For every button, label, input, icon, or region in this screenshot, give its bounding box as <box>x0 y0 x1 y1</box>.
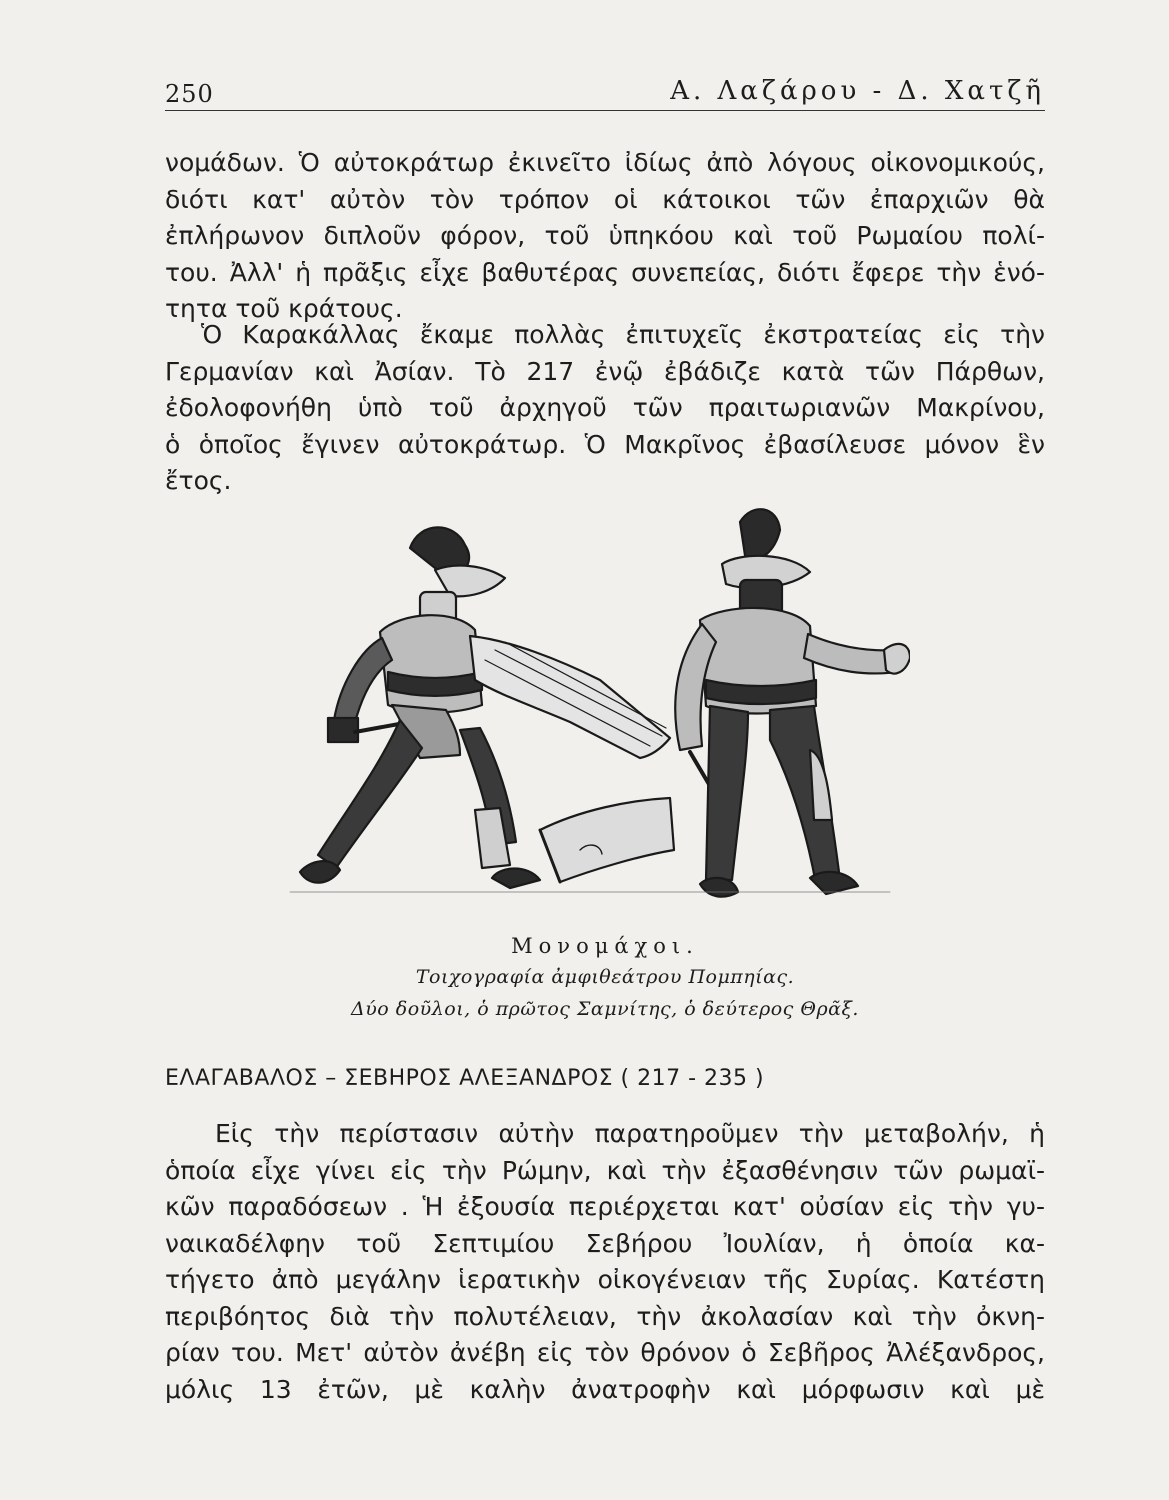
paragraph-3 <box>165 1116 1045 1408</box>
text-line: διότι κατ' αὐτὸν τὸν τρόπον οἱ κάτοικοι τῶν ἐπαρχιῶν θὰ <box>165 184 1045 214</box>
text-line: Γερμανίαν καὶ Ἀσίαν. Τὸ 217 ἐνῷ ἐβάδιζε κατὰ τῶν Πάρθων, <box>165 356 1045 386</box>
text-line: μόλις 13 ἐτῶν, μὲ καλὴν ἀνατροφὴν καὶ μόρφωσιν καὶ μὲ <box>165 1374 1045 1404</box>
section-heading: ΕΛΑΓΑΒΑΛΟΣ – ΣΕΒΗΡΟΣ ΑΛΕΞΑΝΔΡΟΣ ( 217 - 235 ) <box>165 1066 765 1091</box>
figure-caption-line-1: Τοιχογραφία ἀμφιθεάτρου Πομπηίας. <box>415 966 795 988</box>
text-line: ἐπλήρωνον διπλοῦν φόρον, τοῦ ὑπηκόου καὶ τοῦ Ρωμαίου πολί- <box>165 221 1045 250</box>
paragraph-1 <box>165 145 1045 328</box>
text-line: Ὁ Καρακάλλας ἔκαμε πολλὰς ἐπιτυχεῖς ἐκστρατείας εἰς τὴν <box>201 320 1045 349</box>
text-line: νομάδων. Ὁ αὐτοκράτωρ ἐκινεῖτο ἰδίως ἀπὸ λόγους οἰκονομικούς, <box>165 148 1045 177</box>
page-header <box>165 74 1045 114</box>
thracian-gladiator-figure <box>675 509 910 896</box>
text-line: ρίαν του. Μετ' αὐτὸν ἀνέβη εἰς τὸν θρόνον ὁ Σεβῆρος Ἀλέξανδρος, <box>165 1338 1045 1367</box>
text-line: ἔτος. <box>165 466 232 495</box>
header-rule <box>165 110 1045 111</box>
paragraph-2 <box>165 317 1045 500</box>
text-line: ὁποία εἶχε γίνει εἰς τὴν Ρώμην, καὶ τὴν ἐξασθένησιν τῶν ρωμαϊ- <box>165 1155 1045 1185</box>
text-line: τητα τοῦ κράτους. <box>165 294 403 323</box>
text-line: Εἰς τὴν περίστασιν αὐτὴν παρατηροῦμεν τὴν μεταβολήν, ἡ <box>215 1119 1045 1148</box>
gladiators-illustration <box>270 500 910 920</box>
text-line: περιβόητος διὰ τὴν πολυτέλειαν, τὴν ἀκολασίαν καὶ τὴν ὀκνη- <box>165 1301 1045 1331</box>
text-line: ὁ ὁποῖος ἔγινεν αὐτοκράτωρ. Ὁ Μακρῖνος ἐβασίλευσε μόνον ἓν <box>165 429 1045 459</box>
text-line: τήγετο ἀπὸ μεγάλην ἱερατικὴν οἰκογένειαν τῆς Συρίας. Κατέστη <box>165 1265 1045 1294</box>
figure-caption-line-2: Δύο δοῦλοι, ὁ πρῶτος Σαμνίτης, ὁ δεύτερος Θρᾶξ. <box>351 998 859 1020</box>
text-line: του. Ἀλλ' ἡ πρᾶξις εἶχε βαθυτέρας συνεπείας, διότι ἔφερε τὴν ἑνό- <box>165 257 1045 287</box>
page-number: 250 <box>165 80 214 108</box>
text-line: κῶν παραδόσεων . Ἡ ἐξουσία περιέρχεται κατ' οὐσίαν εἰς τὴν γυ- <box>165 1192 1045 1221</box>
figure-title: Μονομάχοι. <box>511 934 699 958</box>
running-head: Α. Λαζάρου - Δ. Χατζῆ <box>670 76 1045 106</box>
text-line: ναικαδέλφην τοῦ Σεπτιμίου Σεβήρου Ἰουλίαν, ἡ ὁποία κα- <box>165 1228 1045 1258</box>
text-line: ἐδολοφονήθη ὑπὸ τοῦ ἀρχηγοῦ τῶν πραιτωριανῶν Μακρίνου, <box>165 393 1045 422</box>
fallen-shield <box>540 798 674 882</box>
